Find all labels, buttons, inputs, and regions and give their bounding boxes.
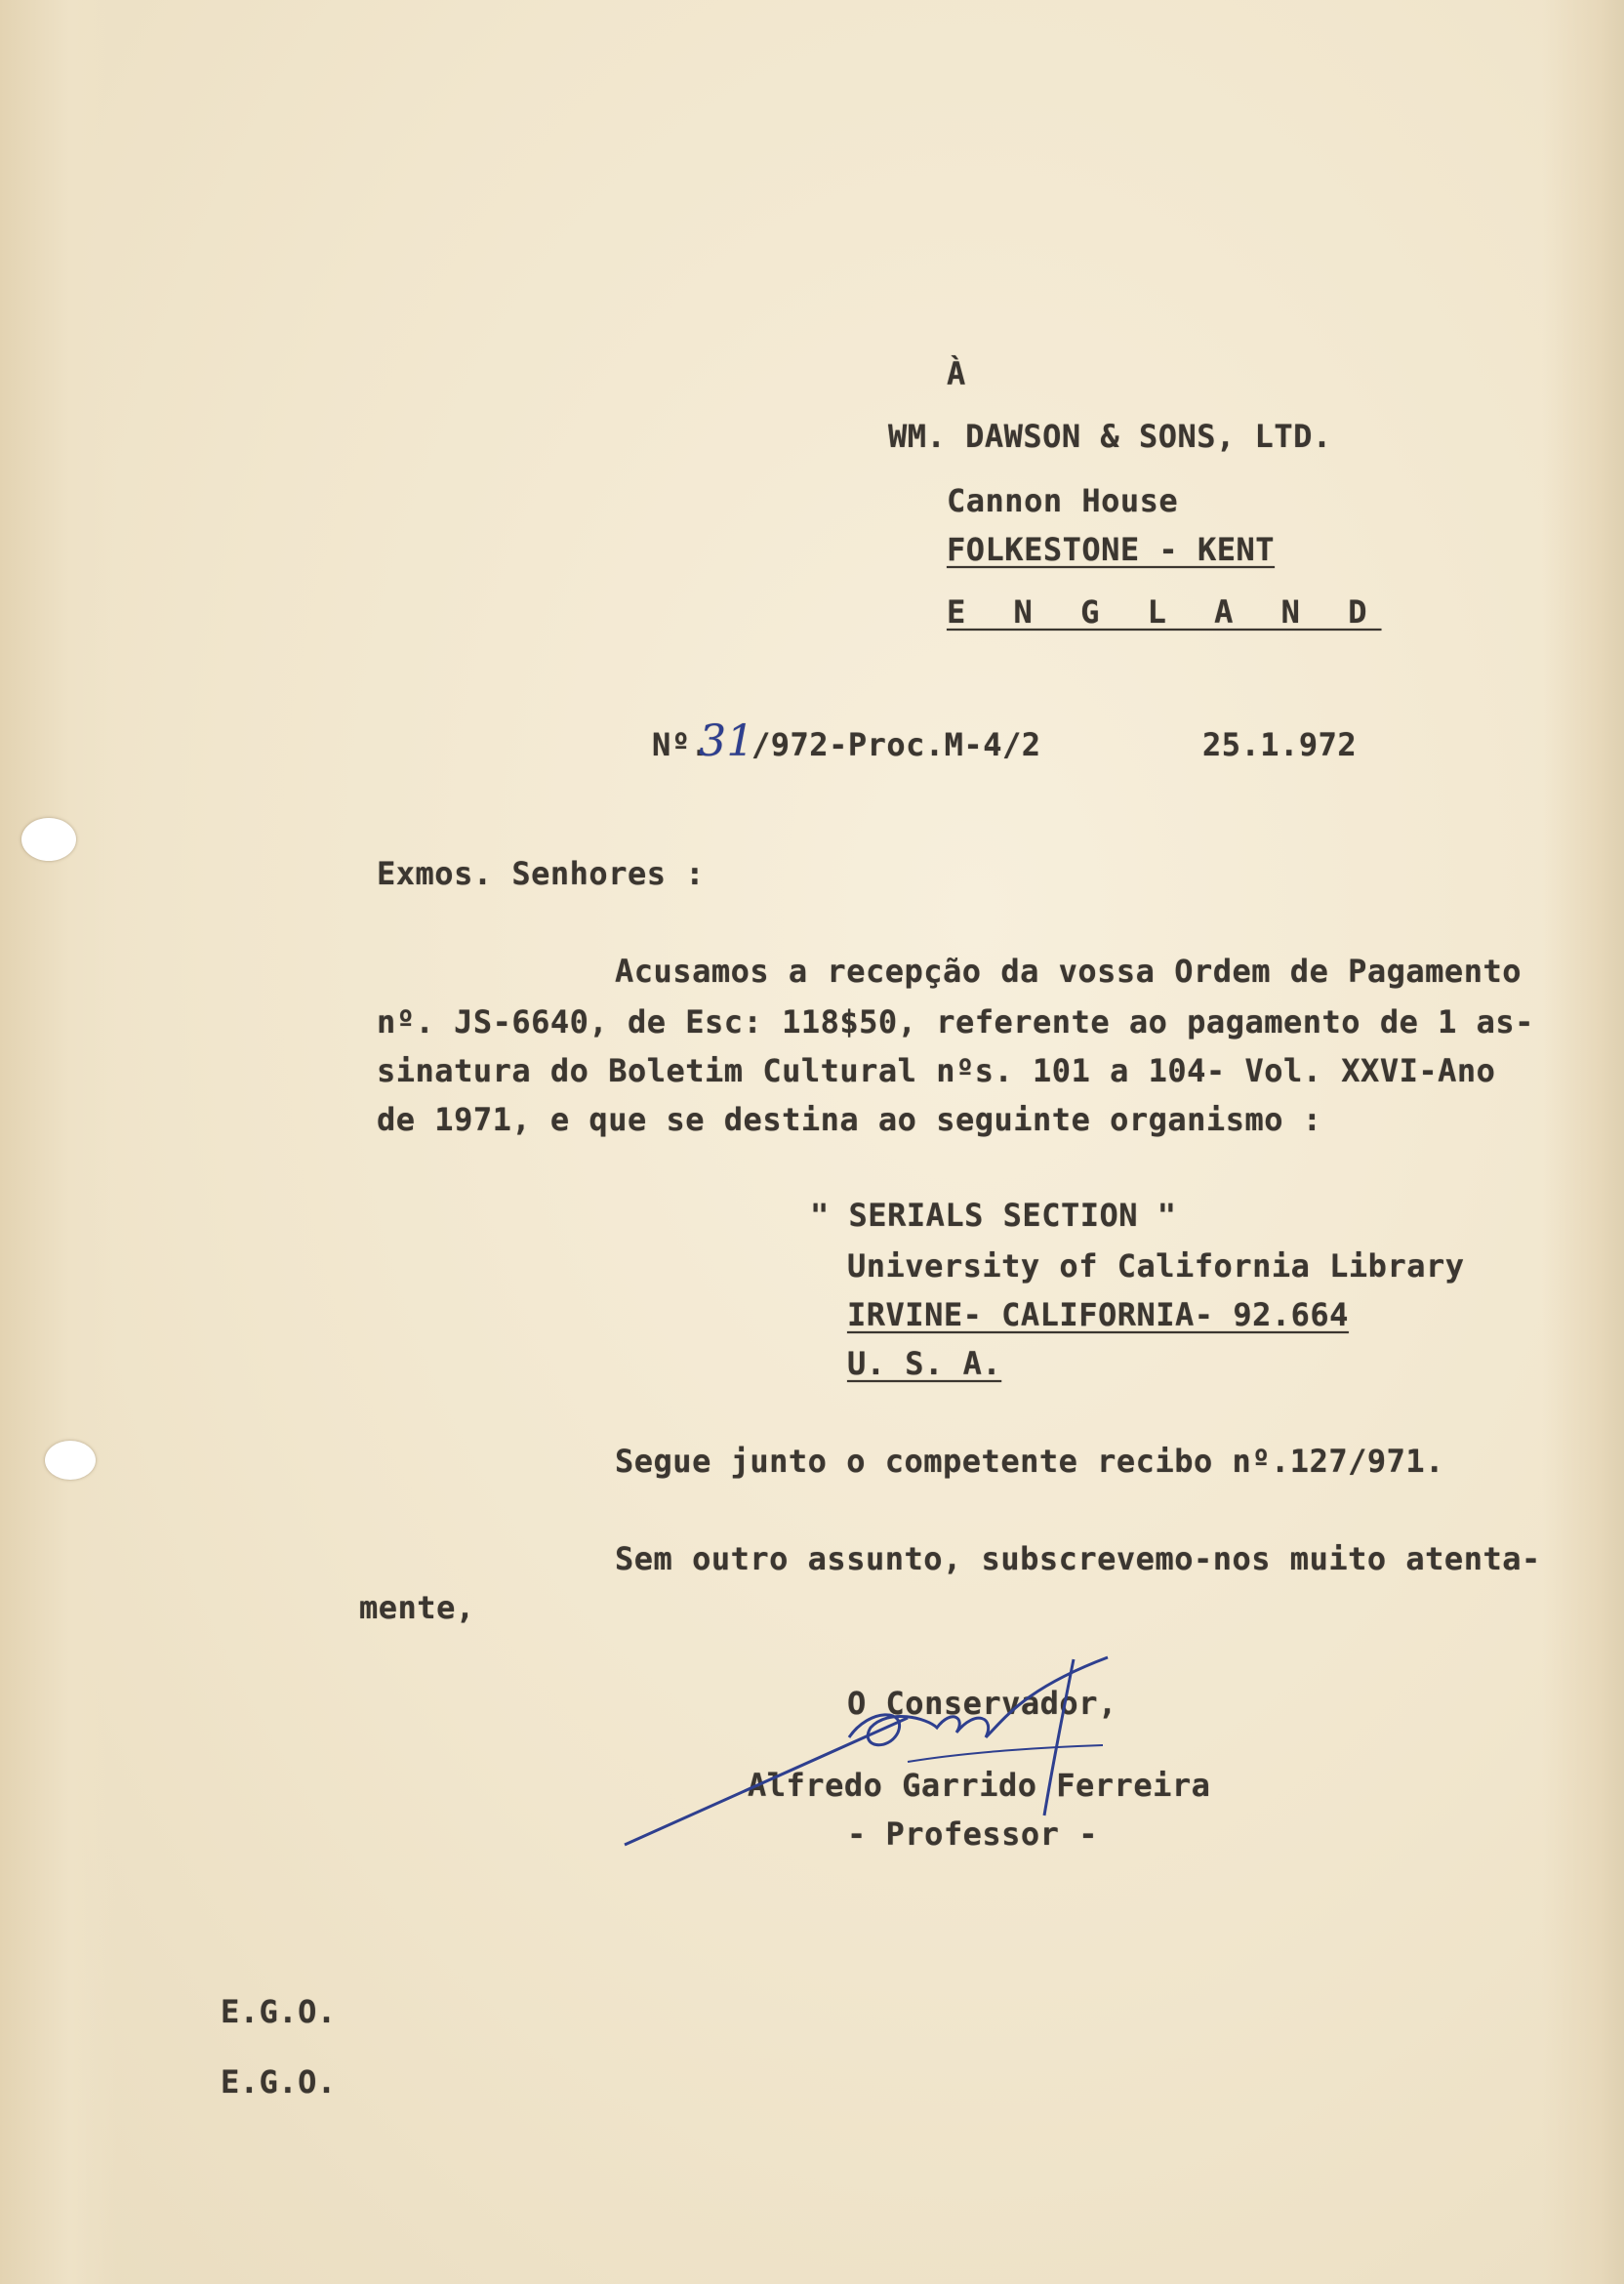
receipt-line: Segue junto o competente recibo nº.127/971. [615,1443,1444,1480]
paragraph-line: Acusamos a recepção da vossa Ordem de Pagamento [615,953,1522,990]
paper-right-fold [1542,0,1624,2284]
paper-left-edge [0,0,117,2284]
paragraph-line: de 1971, e que se destina ao seguinte organismo : [377,1101,1322,1138]
addressee-company: WM. DAWSON & SONS, LTD. [888,418,1332,455]
addressee-city: FOLKESTONE - KENT [947,531,1276,568]
organism-section: " SERIALS SECTION " [810,1197,1177,1234]
punch-hole-bottom [45,1441,96,1480]
signer-title: - Professor - [847,1815,1098,1853]
addressee-street: Cannon House [947,482,1179,519]
reference-number-prefix: Nº. [652,726,710,763]
initials: E.G.O. [221,1993,337,2030]
reference-number-suffix: /972-Proc.M-4/2 [751,726,1041,763]
organism-city: IRVINE- CALIFORNIA- 92.664 [847,1296,1349,1333]
closing-line: Sem outro assunto, subscrevemo-nos muito atenta- [615,1540,1541,1577]
punch-hole-top [21,818,76,861]
reference-date: 25.1.972 [1202,726,1358,763]
signer-role: O Conservador, [847,1685,1117,1722]
reference-number-handwritten: 31 [699,716,754,766]
paragraph-line: nº. JS-6640, de Esc: 118$50, referente ao pagamento de 1 as- [377,1003,1534,1040]
addressee-country: E N G L A N D [947,593,1382,631]
organism-country: U. S. A. [847,1345,1002,1382]
organism-library: University of California Library [847,1247,1465,1285]
paragraph-line: sinatura do Boletim Cultural nºs. 101 a 104- Vol. XXVI-Ano [377,1052,1496,1089]
initials: E.G.O. [221,2063,337,2100]
signer-name: Alfredo Garrido Ferreira [748,1767,1211,1804]
closing-line-continued: mente, [359,1589,475,1626]
salutation: Exmos. Senhores : [377,855,706,892]
handwritten-signature [615,1650,1122,1864]
addressee-prefix: À [947,355,966,392]
